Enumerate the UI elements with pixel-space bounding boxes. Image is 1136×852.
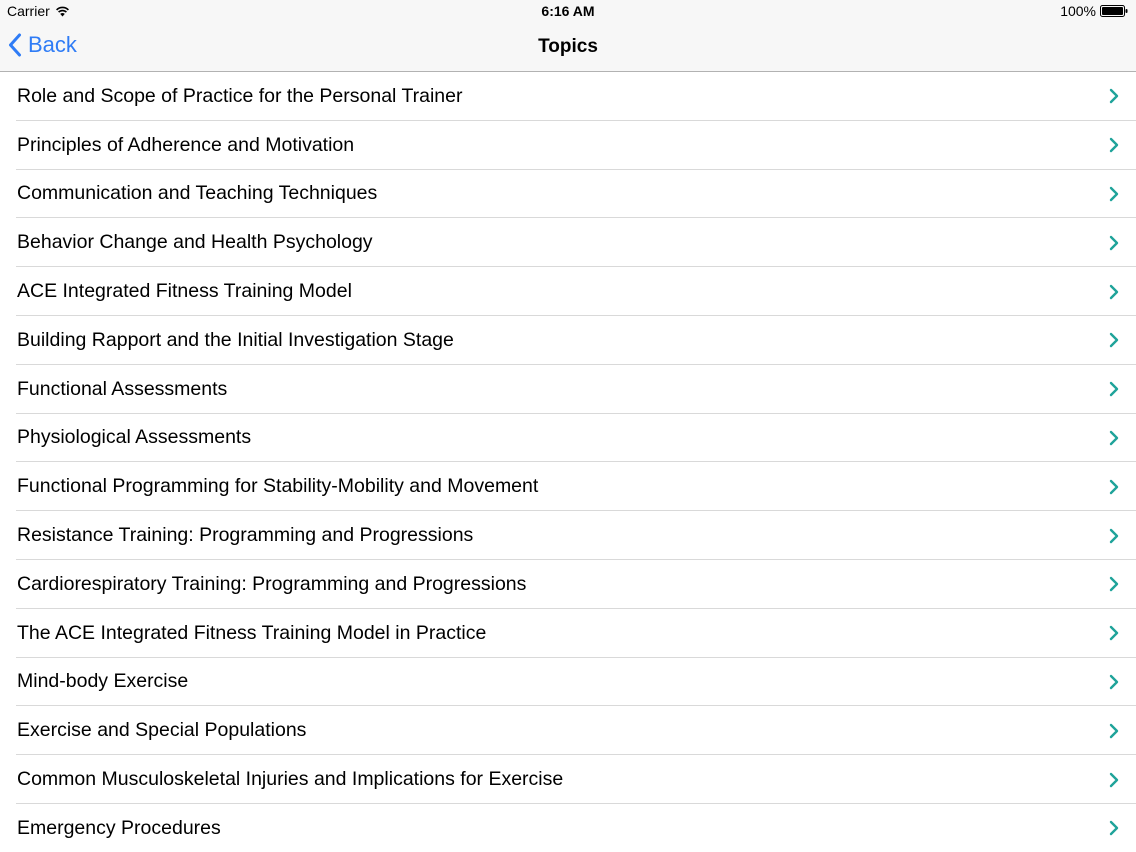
topic-label: Cardiorespiratory Training: Programming and Progressions [17, 572, 527, 595]
list-item[interactable] [0, 121, 1136, 170]
topic-list [0, 72, 1136, 852]
topic-label: Building Rapport and the Initial Investigation Stage [17, 328, 454, 351]
topic-label: Resistance Training: Programming and Progressions [17, 524, 474, 547]
chevron-right-icon [1109, 430, 1119, 446]
top-bar [0, 0, 1136, 72]
topic-label: Behavior Change and Health Psychology [17, 231, 373, 254]
list-item[interactable] [0, 511, 1136, 560]
topic-label: ACE Integrated Fitness Training Model [17, 280, 352, 303]
chevron-right-icon [1109, 88, 1119, 104]
battery-full-icon [1100, 5, 1128, 17]
list-item[interactable] [0, 267, 1136, 316]
list-item[interactable] [0, 365, 1136, 414]
chevron-right-icon [1109, 576, 1119, 592]
chevron-right-icon [1109, 137, 1119, 153]
topic-label: Physiological Assessments [17, 426, 252, 449]
back-label: Back [28, 32, 77, 57]
chevron-right-icon [1109, 284, 1119, 300]
chevron-right-icon [1109, 332, 1119, 348]
list-item[interactable] [0, 316, 1136, 365]
topic-label: Role and Scope of Practice for the Personal Trainer [17, 84, 463, 107]
topic-label: The ACE Integrated Fitness Training Model in Practice [17, 621, 487, 644]
chevron-right-icon [1109, 186, 1119, 202]
list-item[interactable] [0, 414, 1136, 463]
carrier-label: Carrier [7, 3, 50, 19]
topic-label: Mind-body Exercise [17, 670, 189, 693]
chevron-right-icon [1109, 674, 1119, 690]
topic-label: Emergency Procedures [17, 816, 221, 839]
list-item[interactable] [0, 804, 1136, 852]
status-bar [0, 0, 1136, 22]
list-item[interactable] [0, 170, 1136, 219]
chevron-right-icon [1109, 723, 1119, 739]
chevron-right-icon [1109, 820, 1119, 836]
chevron-right-icon [1109, 625, 1119, 641]
list-item[interactable] [0, 560, 1136, 609]
list-item[interactable] [0, 706, 1136, 755]
list-item[interactable] [0, 218, 1136, 267]
battery-percent: 100% [1060, 3, 1096, 19]
list-item[interactable] [0, 72, 1136, 121]
status-time: 6:16 AM [541, 3, 595, 19]
page-title: Topics [538, 36, 598, 57]
chevron-right-icon [1109, 381, 1119, 397]
list-item[interactable] [0, 462, 1136, 511]
chevron-right-icon [1109, 479, 1119, 495]
chevron-right-icon [1109, 772, 1119, 788]
topic-label: Exercise and Special Populations [17, 719, 307, 742]
list-item[interactable] [0, 755, 1136, 804]
battery-group [1060, 3, 1128, 19]
chevron-right-icon [1109, 235, 1119, 251]
topic-label: Functional Programming for Stability-Mobility and Movement [17, 475, 539, 498]
navigation-bar [0, 22, 1136, 72]
list-item[interactable] [0, 658, 1136, 707]
topic-label: Functional Assessments [17, 377, 228, 400]
topic-label: Common Musculoskeletal Injuries and Implications for Exercise [17, 768, 564, 791]
topic-label: Principles of Adherence and Motivation [17, 133, 355, 156]
topic-label: Communication and Teaching Techniques [17, 182, 378, 205]
chevron-right-icon [1109, 528, 1119, 544]
list-item[interactable] [0, 609, 1136, 658]
